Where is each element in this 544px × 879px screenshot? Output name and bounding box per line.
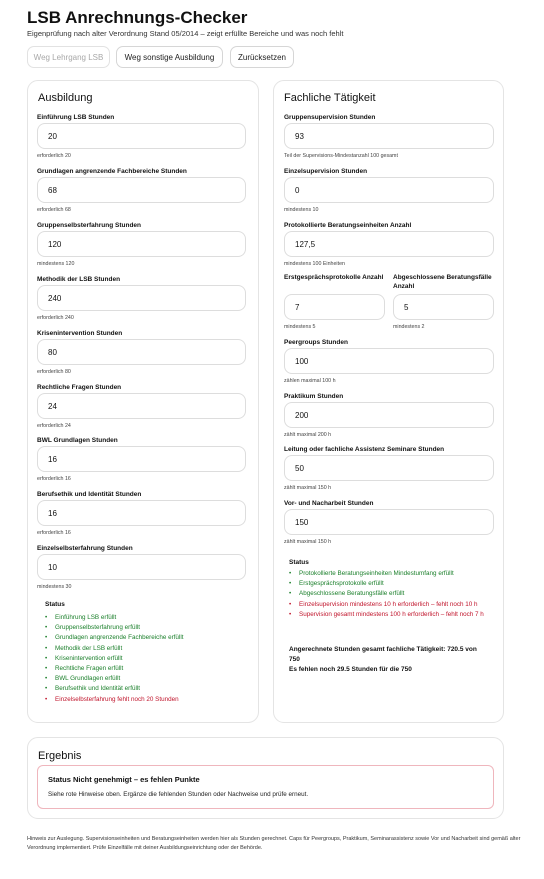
grundlagen-angrenzende-fachbereiche-stunden-hint: erforderlich 68 [37,207,71,213]
ausbildung-status-title: Status [45,601,65,608]
protokollierte-beratungseinheiten-anzahl-label: Protokollierte Beratungseinheiten Anzahl [284,222,412,229]
status-item: • BWL Grundlagen erfüllt [45,674,183,684]
methodik-der-lsb-stunden-label: Methodik der LSB Stunden [37,276,121,283]
peergroups-stunden-input[interactable]: 100 [284,348,494,374]
erstgespr-chsprotokolle-anzahl-input[interactable]: 7 [284,294,385,320]
grundlagen-angrenzende-fachbereiche-stunden-label: Grundlagen angrenzende Fachbereiche Stunden [37,168,187,175]
taetigkeit-status-list [289,569,494,620]
abgeschlossene-beratungsf-lle-anzahl-input[interactable]: 5 [393,294,494,320]
leitung-oder-fachliche-assistenz-seminare-stunden-input[interactable]: 50 [284,455,494,481]
result-text: Siehe rote Hinweise oben. Ergänze die fehlenden Stunden oder Nachweise und prüfe erneut. [48,791,309,798]
praktikum-stunden-input[interactable]: 200 [284,402,494,428]
result-status: Status Nicht genehmigt – es fehlen Punkte [48,775,200,784]
krisenintervention-stunden-input[interactable]: 80 [37,339,246,365]
summary-missing: Es fehlen noch 29.5 Stunden für die 750 [289,666,412,673]
gruppensupervision-stunden-input[interactable]: 93 [284,123,494,149]
einzelselbsterfahrung-stunden-label: Einzelselbsterfahrung Stunden [37,545,133,552]
taetigkeit-status-title: Status [289,559,309,566]
gruppenselbsterfahrung-stunden-input[interactable]: 120 [37,231,246,257]
result-alert [37,765,494,809]
berufsethik-und-identit-t-stunden-hint: erforderlich 16 [37,530,71,536]
einf-hrung-lsb-stunden-hint: erforderlich 20 [37,153,71,159]
status-item: • Grundlagen angrenzende Fachbereiche erfüllt [45,633,183,643]
einzelselbsterfahrung-stunden-hint: mindestens 30 [37,584,72,590]
rechtliche-fragen-stunden-label: Rechtliche Fragen Stunden [37,384,122,391]
gruppensupervision-stunden-hint: Teil der Supervisions-Mindestanzahl 100 gesamt [284,153,398,159]
protokollierte-beratungseinheiten-anzahl-input[interactable]: 127,5 [284,231,494,257]
berufsethik-und-identit-t-stunden-label: Berufsethik und Identität Stunden [37,491,142,498]
abgeschlossene-beratungsf-lle-anzahl-label: Abgeschlossene Beratungsfälle Anzahl [393,274,492,290]
protokollierte-beratungseinheiten-anzahl-hint: mindestens 100 Einheiten [284,261,345,267]
reset-button[interactable]: Zurücksetzen [230,46,294,68]
ausbildung-status-list [45,613,183,705]
bwl-grundlagen-stunden-input[interactable]: 16 [37,446,246,472]
weg-lehrgang-button[interactable]: Weg Lehrgang LSB [27,46,110,68]
methodik-der-lsb-stunden-hint: erforderlich 240 [37,315,74,321]
bwl-grundlagen-stunden-label: BWL Grundlagen Stunden [37,437,118,444]
berufsethik-und-identit-t-stunden-input[interactable]: 16 [37,500,246,526]
ergebnis-title: Ergebnis [38,750,82,762]
page-title: LSB Anrechnungs-Checker [27,8,248,27]
summary-total: Angerechnete Stunden gesamt fachliche Tätigkeit: 720.5 von 750 [289,646,477,663]
vor-und-nacharbeit-stunden-label: Vor- und Nacharbeit Stunden [284,500,374,507]
taetigkeit-title: Fachliche Tätigkeit [284,92,376,104]
praktikum-stunden-hint: zählt maximal 200 h [284,432,332,438]
rechtliche-fragen-stunden-hint: erforderlich 24 [37,423,71,429]
status-item: • Protokollierte Beratungseinheiten Mindestumfang erfüllt [289,569,494,579]
praktikum-stunden-label: Praktikum Stunden [284,393,344,400]
status-item: • Einführung LSB erfüllt [45,613,183,623]
gruppenselbsterfahrung-stunden-hint: mindestens 120 [37,261,75,267]
status-item: • Erstgesprächsprotokolle erfüllt [289,579,494,589]
status-item: • Gruppenselbsterfahrung erfüllt [45,623,183,633]
abgeschlossene-beratungsf-lle-anzahl-hint: mindestens 2 [393,324,425,330]
krisenintervention-stunden-hint: erforderlich 80 [37,369,71,375]
peergroups-stunden-label: Peergroups Stunden [284,339,348,346]
leitung-oder-fachliche-assistenz-seminare-stunden-hint: zählt maximal 150 h [284,485,332,491]
vor-und-nacharbeit-stunden-hint: zählt maximal 150 h [284,539,332,545]
einf-hrung-lsb-stunden-label: Einführung LSB Stunden [37,114,115,121]
einzelsupervision-stunden-label: Einzelsupervision Stunden [284,168,368,175]
vor-und-nacharbeit-stunden-input[interactable]: 150 [284,509,494,535]
ausbildung-title: Ausbildung [38,92,93,104]
status-item: • Abgeschlossene Beratungsfälle erfüllt [289,589,494,599]
peergroups-stunden-hint: zählen maximal 100 h [284,378,336,384]
page-subtitle: Eigenprüfung nach alter Verordnung Stand 05/2014 – zeigt erfüllte Bereiche und was noch fehlt [27,29,344,38]
footnote: Hinweis zur Auslegung. Supervisionseinheiten und Beratungseinheiten werden hier als Stunden gerechnet. Caps für Peergroups, Praktikum, Seminarassistenz sowie Vor und Nacharbeit sind gemäß alter Verordnung implementiert. Prüfe Einzelfälle mit deiner Ausbildungseinrichtung oder der Behörde. [27,836,521,851]
status-item: • Einzelsupervision mindestens 10 h erforderlich – fehlt noch 10 h [289,600,494,610]
weg-sonstige-button[interactable]: Weg sonstige Ausbildung [116,46,223,68]
rechtliche-fragen-stunden-input[interactable]: 24 [37,393,246,419]
status-item: • Methodik der LSB erfüllt [45,644,183,654]
status-item: • Berufsethik und Identität erfüllt [45,684,183,694]
krisenintervention-stunden-label: Krisenintervention Stunden [37,330,123,337]
erstgespr-chsprotokolle-anzahl-label: Erstgesprächsprotokolle Anzahl [284,274,384,281]
einzelselbsterfahrung-stunden-input[interactable]: 10 [37,554,246,580]
erstgespr-chsprotokolle-anzahl-hint: mindestens 5 [284,324,316,330]
status-item: • Rechtliche Fragen erfüllt [45,664,183,674]
methodik-der-lsb-stunden-input[interactable]: 240 [37,285,246,311]
grundlagen-angrenzende-fachbereiche-stunden-input[interactable]: 68 [37,177,246,203]
einf-hrung-lsb-stunden-input[interactable]: 20 [37,123,246,149]
einzelsupervision-stunden-hint: mindestens 10 [284,207,319,213]
status-item: • Einzelselbsterfahrung fehlt noch 20 Stunden [45,695,183,705]
einzelsupervision-stunden-input[interactable]: 0 [284,177,494,203]
bwl-grundlagen-stunden-hint: erforderlich 16 [37,476,71,482]
gruppenselbsterfahrung-stunden-label: Gruppenselbsterfahrung Stunden [37,222,142,229]
gruppensupervision-stunden-label: Gruppensupervision Stunden [284,114,376,121]
leitung-oder-fachliche-assistenz-seminare-stunden-label: Leitung oder fachliche Assistenz Seminare Stunden [284,446,445,453]
status-item: • Krisenintervention erfüllt [45,654,183,664]
status-item: • Supervision gesamt mindestens 100 h erforderlich – fehlt noch 7 h [289,610,494,620]
